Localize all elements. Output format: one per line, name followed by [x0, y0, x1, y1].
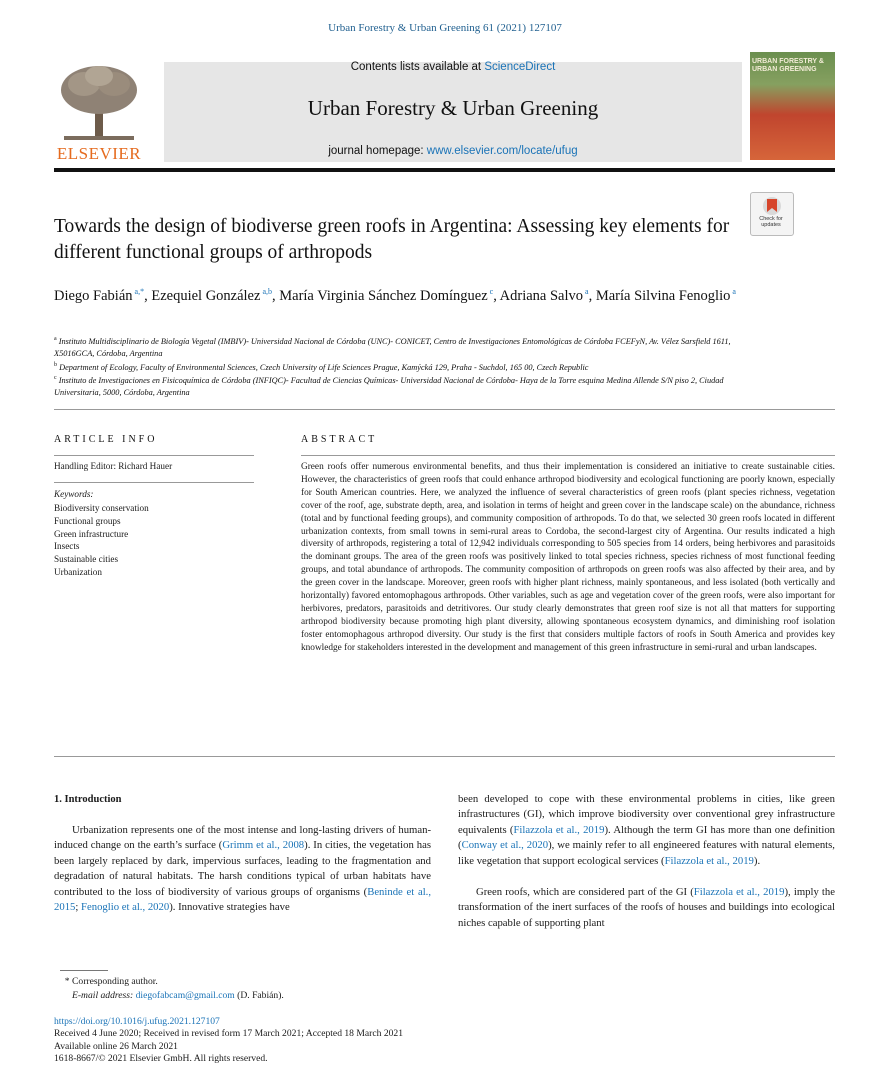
abstract-text: Green roofs offer numerous environmental benefits, and thus their implementation is considered an initiative to create sustainable cities. However, the characteristics of green roofs that could enhance arthropod biodiversity and ecological functioning are poorly known, especially for South American countries. Here, we analyzed the influence of several characteristics of green roofs (plant species richness, vegetation cover of the roof, age, substrate depth, area, and isolation in terms of height and green cover in the landscape scale) on the abundance, richness (total and by functional feeding groups), and community composition of arthropods. To do that, we selected 30 green roofs located in different urbanization contexts, from small towns in semi-rural areas to Cordoba, the second-largest city of Argentina. Our results indicated a high diversity of arthropods, registering a total of 12,942 individuals corresponding to 505 species from 14 orders, being herbivores and parasitoids the dominant groups. The area of the green roofs was positively linked to total species richness, species richness of most functional feeding groups, and total abundance of arthropods. The community composition of arthropods on green roofs was also affected by their area, and by the green cover in the landscape. Moreover, green roofs with higher plant richness, mainly spontaneous, and less isolated (both vertically and horizontally) favored entomophagous arthropods. Other variables, such as age and vegetation cover of the green roofs, were also important for herbivores, predators, parasitoids and detritivores. Our study clearly demonstrates that green roof size is not all that matters for supporting arthropod biodiversity because promoting high plant diversity, allowing spontaneous ecosystem dynamics, and diminishing roof isolation foster entomophagous arthropod diversity. Our study is the first that considers multiple factors of roofs in South America and provides key knowledge for stakeholders interested in the development and management of this green infrastructure in semi-rural and urban landscapes.	[301, 462, 835, 653]
keyword: Urbanization	[54, 566, 102, 577]
divider	[54, 756, 835, 757]
publisher-name: ELSEVIER	[56, 144, 142, 163]
author-name: María Virginia Sánchez Domínguez	[279, 287, 488, 304]
author-list: Diego Fabián $^{a,*}$, Ezequiel González $^{a,b}$, María Virginia Sánchez Domínguez $^c$, Adriana Salvo $^a$, María Silvina Fenoglio $^a$	[54, 287, 736, 304]
doi-link[interactable]: https://doi.org/10.1016/j.ufug.2021.127107	[54, 1016, 220, 1027]
paragraph-text: ). Although the term GI has more than one definition (	[458, 823, 836, 852]
citation-link[interactable]: Beninde et al., 2015	[54, 885, 432, 914]
affiliation-c	[54, 372, 744, 400]
paragraph-text: ;	[75, 901, 82, 914]
paragraph-text: Urbanization represents one of the most intense and long-lasting drivers of human-induced change on the earth’s surface (	[54, 824, 431, 852]
keyword: Insects	[54, 541, 80, 552]
citation-link[interactable]: Conway et al., 2020	[461, 839, 549, 852]
author-name: María Silvina Fenoglio	[595, 287, 731, 304]
divider	[301, 455, 835, 456]
paragraph-text: ). Innovative strategies have	[169, 901, 290, 914]
email-label: E-mail address:	[72, 990, 136, 1001]
author-affiliation-mark[interactable]: a,*	[132, 287, 145, 296]
affiliation-a	[54, 333, 744, 361]
citation-link[interactable]: Filazzola et al., 2019	[513, 823, 605, 836]
affiliation-mark: a	[54, 336, 57, 342]
citation-link[interactable]: Filazzola et al., 2019	[664, 854, 754, 867]
paragraph-text: ). In cities, the vegetation has been largely replaced by dark, impervious surfaces, leading to the fragmentation and degradation of natural habitats. The harsh conditions typical of urban habitats have contributed to the loss of biodiversity of various groups of organisms (	[54, 839, 431, 898]
article-title: Towards the design of biodiverse green roofs in Argentina: Assessing key elements for different functional groups of arthropods	[54, 216, 730, 263]
history-dates: Received 4 June 2020; Received in revised form 17 March 2021; Accepted 18 March 2021	[54, 1028, 404, 1040]
divider	[54, 409, 835, 410]
author-affiliation-mark[interactable]: c	[487, 287, 494, 296]
paragraph-text: Green roofs, which are considered part of the GI (	[476, 886, 694, 898]
intro-paragraph-3	[458, 885, 835, 931]
keywords-label: Keywords:	[54, 489, 94, 499]
divider	[54, 455, 254, 456]
author-email-link[interactable]: diegofabcam@gmail.com	[135, 990, 235, 1001]
check-for-updates-label: Check for updates	[759, 216, 783, 228]
citation-link[interactable]: Filazzola et al., 2019	[693, 886, 785, 898]
affiliation-text: Instituto Multidisciplinario de Biología Vegetal (IMBIV)- Universidad Nacional de Córdoba (UNC)- CONICET, Centro de Investigaciones Entomológicas de Córdoba FCEFyN, Av. Vélez Sarsfield 1611, X5016GCA, Córdoba, Argentina	[54, 336, 731, 359]
contents-prefix: Contents lists available at	[350, 61, 485, 73]
bookmark-icon	[751, 193, 793, 217]
author-affiliation-mark[interactable]: a	[583, 287, 589, 296]
journal-homepage-link[interactable]: www.elsevier.com/locate/ufug	[426, 145, 578, 157]
affiliation-mark: c	[54, 375, 57, 381]
keywords-list	[54, 502, 149, 579]
contents-line	[164, 61, 742, 73]
section-heading-introduction: 1. Introduction	[54, 794, 122, 805]
paragraph-text: ), imply the transformation of the inert surfaces of the roofs of houses and buildings into ecological niches capable of supporting plant	[458, 886, 835, 929]
check-for-updates-button[interactable]	[750, 192, 794, 236]
keyword: Biodiversity conservation	[54, 503, 149, 513]
keyword: Green infrastructure	[54, 528, 129, 539]
affiliation-text: Department of Ecology, Faculty of Environmental Sciences, Czech University of Life Sciences Prague, Kamýcká 129, Praha - Suchdol, 165 00, Czech Republic	[59, 362, 589, 372]
email-suffix: (D. Fabián).	[234, 990, 284, 1001]
author-name: Diego Fabián	[54, 287, 133, 304]
handling-editor: Handling Editor: Richard Hauer	[54, 461, 173, 471]
header-rule	[54, 168, 835, 172]
paragraph-text: ), we mainly refer to all engineered features with natural elements, like vegetation that support ecological services (	[458, 839, 835, 867]
keyword: Sustainable cities	[54, 554, 119, 565]
copyright: 1618-8667/© 2021 Elsevier GmbH. All rights reserved.	[54, 1053, 268, 1065]
paragraph-text: been developed to cope with these environmental problems in cities, like green infrastructures (GI), which improve biodiversity over conventional grey infrastructure equivalents (	[458, 793, 835, 836]
journal-citation: Urban Forestry & Urban Greening 61 (2021) 127107	[328, 22, 562, 34]
journal-title: Urban Forestry & Urban Greening	[307, 96, 599, 120]
affiliation-text: Instituto de Investigaciones en Fisicoquímica de Córdoba (INFIQC)- Facultad de Ciencias Químicas- Universidad Nacional de Córdoba- Haya de la Torre esquina Medina Allende S/N piso 2, Ciudad Universitaria, 5000, Córdoba, Argentina	[54, 375, 724, 398]
article-footer	[54, 1016, 403, 1066]
author-name: Ezequiel González	[151, 287, 261, 304]
homepage-prefix: journal homepage:	[328, 145, 427, 157]
citation-link[interactable]: Fenoglio et al., 2020	[81, 901, 170, 914]
abstract-heading: ABSTRACT	[301, 434, 378, 445]
intro-paragraph-1	[54, 823, 431, 915]
keyword: Functional groups	[54, 515, 121, 526]
author-affiliation-mark[interactable]: a	[730, 287, 736, 296]
article-info-heading: ARTICLE INFO	[54, 434, 158, 445]
citation-link[interactable]: Grimm et al., 2008	[222, 839, 305, 852]
online-date: Available online 26 March 2021	[54, 1040, 178, 1052]
journal-cover-title: URBAN FORESTRY & URBAN GREENING	[752, 58, 824, 73]
affiliation-mark: b	[54, 362, 57, 368]
author-affiliation-mark[interactable]: a,b	[260, 287, 272, 296]
intro-paragraph-2	[458, 792, 835, 869]
paragraph-text: ).	[753, 854, 761, 867]
sciencedirect-link[interactable]: ScienceDirect	[484, 61, 556, 73]
homepage-line	[164, 145, 742, 157]
divider	[54, 482, 254, 483]
author-name: Adriana Salvo	[499, 287, 584, 304]
corresponding-author-footnote: * Corresponding author. E-mail address: diegofabcam@gmail.com (D. Fabián).	[60, 976, 284, 1001]
corresponding-label: Corresponding author.	[72, 976, 158, 987]
footnote-rule	[60, 970, 108, 971]
